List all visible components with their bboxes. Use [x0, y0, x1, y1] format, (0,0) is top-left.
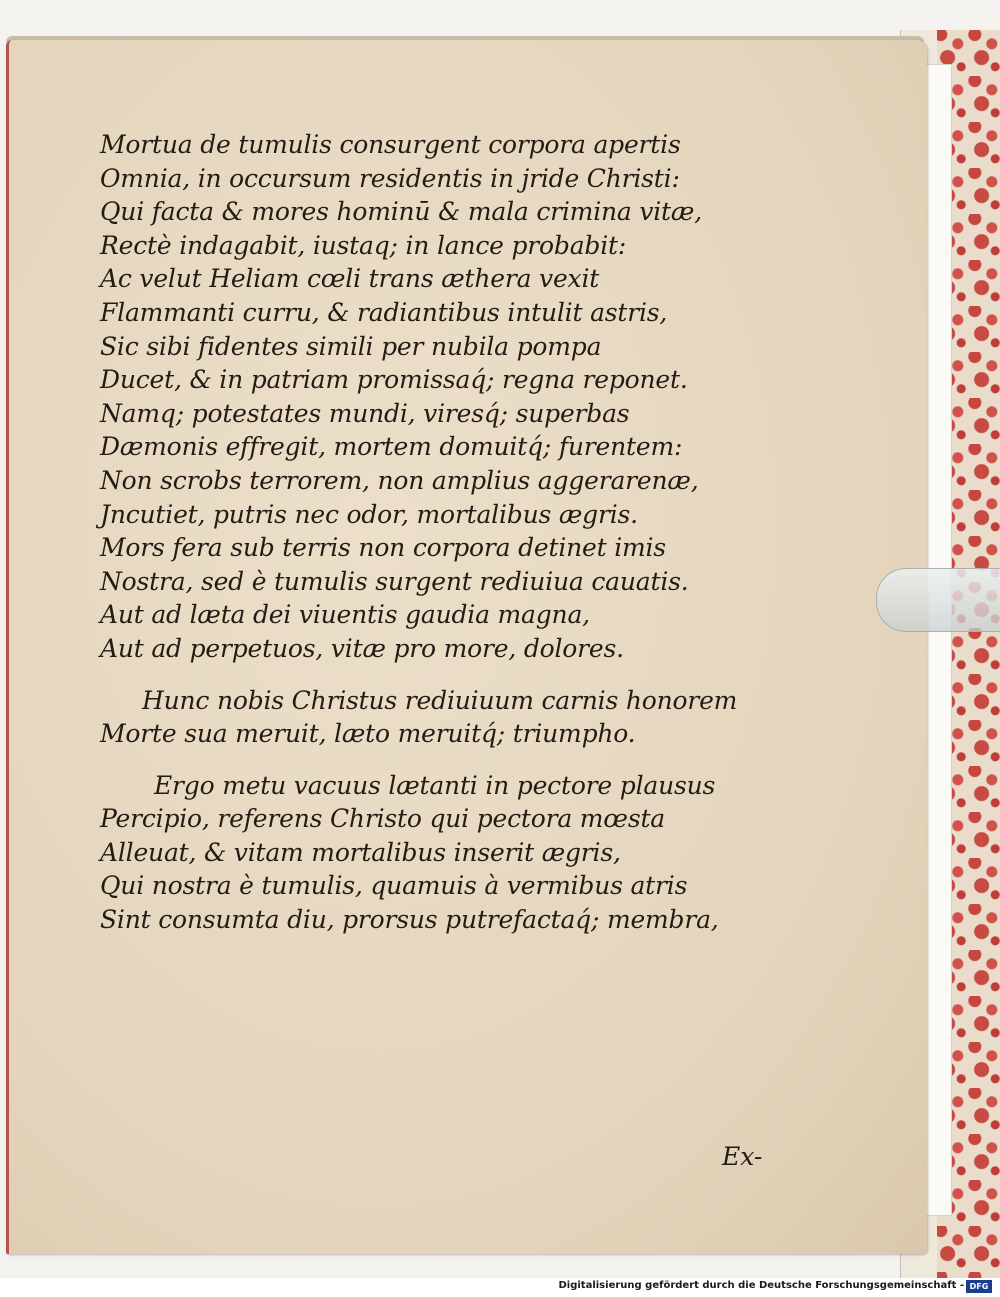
footer-bar: [0, 1278, 1000, 1297]
verse-line: Hunc nobis Christus rediuiuum carnis honorem: [142, 685, 738, 715]
verse-line: Mortua de tumulis consurgent corpora apertis: [100, 130, 681, 159]
verse-line: Percipio, referens Christo qui pectora mœsta: [100, 804, 666, 834]
dfg-logo-icon: DFG: [966, 1280, 992, 1293]
verse-line: Mors fera sub terris non corpora detinet imis: [100, 533, 666, 563]
verse-line: Rectè indagabit, iustaq; in lance probabit:: [100, 230, 627, 260]
verse-line: Ergo metu vacuus lætanti in pectore plausus: [154, 770, 716, 800]
verse-line: Qui facta & mores hominū & mala crimina vitæ,: [100, 197, 702, 227]
verse-line: Omnia, in occursum residentis in jride Christi:: [100, 163, 680, 193]
verse-line: Qui nostra è tumulis, quamuis à vermibus atris: [100, 871, 688, 901]
verse-line: Namq; potestates mundi, viresq́; superbas: [100, 398, 630, 428]
catchword: Ex-: [722, 1142, 763, 1171]
verse-line: Morte sua meruit, læto meruitq́; triumpho.: [100, 719, 636, 749]
verse-line: Dæmonis effregit, mortem domuitq́; furentem:: [100, 432, 683, 462]
verse-line: Sint consumta diu, prorsus putrefactaq́; membra,: [100, 905, 719, 935]
verse-line: Ducet, & in patriam promissaq́; regna reponet.: [100, 365, 688, 395]
verse-line: Jncutiet, putris nec odor, mortalibus ægris.: [100, 499, 638, 529]
stanza-gap: [100, 666, 900, 684]
verse-line: Aut ad perpetuos, vitæ pro more, dolores.: [100, 633, 624, 663]
stanza-gap: [100, 751, 900, 769]
verse-line: Alleuat, & vitam mortalibus inserit ægris,: [100, 837, 621, 867]
verse-block: [100, 128, 900, 937]
verse-line: Non scrobs terrorem, non amplius aggerarenæ,: [100, 465, 699, 495]
verse-line: Flammanti curru, & radiantibus intulit astris,: [100, 297, 668, 327]
funding-credit: Digitalisierung gefördert durch die Deutsche Forschungsgemeinschaft -: [558, 1280, 964, 1291]
verse-line: Ac velut Heliam cœli trans æthera vexit: [100, 264, 600, 294]
verse-line: Aut ad læta dei viuentis gaudia magna,: [100, 600, 590, 630]
bookmark-clip: [876, 568, 1000, 632]
verse-line: Sic sibi fidentes simili per nubila pompa: [100, 331, 602, 361]
verse-line: Nostra, sed è tumulis surgent rediuiua cauatis.: [100, 566, 689, 596]
